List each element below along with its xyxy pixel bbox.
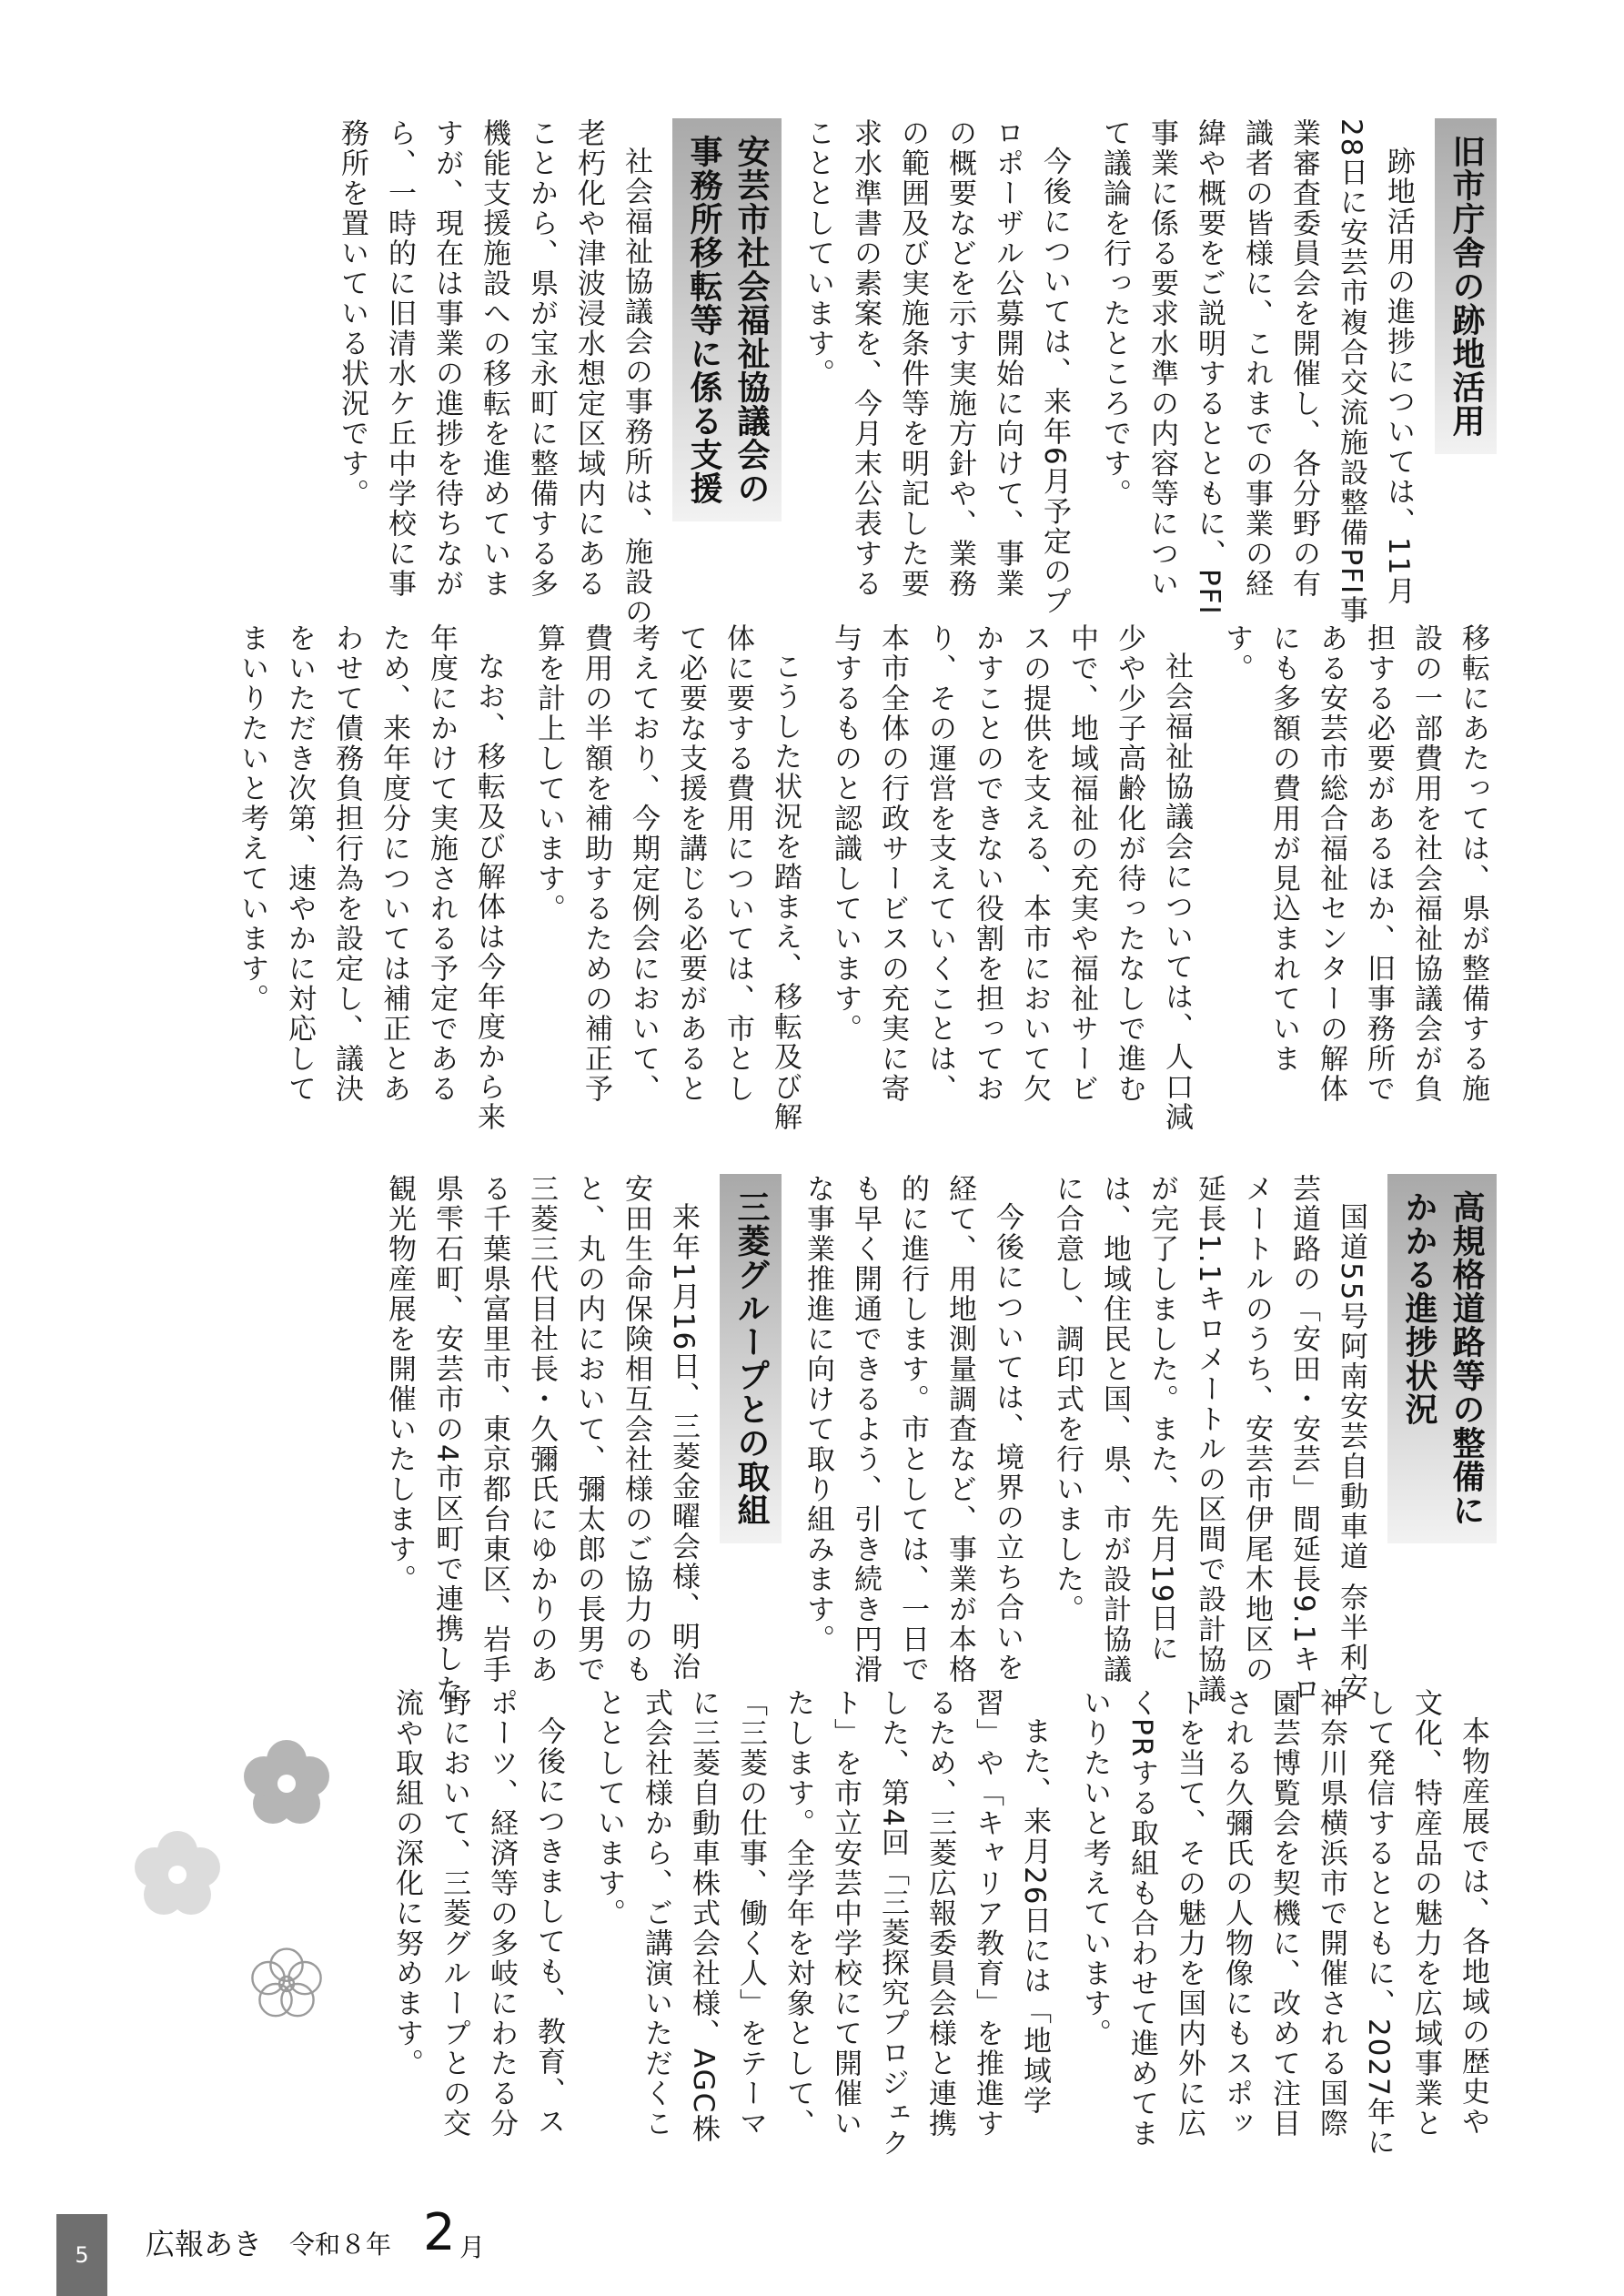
article-paragraph: 本物産展では、各地域の歴史や文化、特産品の魅力を広域事業として発信するとともに、2027年に神奈川県横浜市で開催される国際園芸博覧会を契機に、改めて注目される久彌氏の人物像にもスポットを当て、その魅力を国内外に広くPRする取組も合わせて進めてまいりたいと考えています。 xyxy=(1078,1688,1489,2158)
article-heading xyxy=(672,118,782,521)
article-paragraph: こうした状況を踏まえ、移転及び解体に要する費用については、市として必要な支援を講じる必要があると考えており、今期定例会において、費用の半額を補助するための補正予算を計上しています。 xyxy=(532,623,802,1132)
plum-blossom-icon xyxy=(135,1831,220,1915)
heading-line: 安芸市社会福祉協議会の xyxy=(732,135,770,505)
band-4 xyxy=(382,1688,1497,2180)
band-3 xyxy=(127,1174,1497,1729)
article-paragraph: 今後につきましても、教育、スポーツ、経済等の多岐にわたる分野において、三菱グループとの交流や取組の深化に努めます。 xyxy=(390,1688,565,2139)
article-paragraph: 国道55号阿南安芸自動車道 奈半利安芸道路の「安田・安芸」間延長9.1キロメートルのうち、安芸市伊尾木地区の延長1.1キロメートルの区間で設計協議が完了しました。また、先月19日には、地域住民と国、県、市が設計協議に合意し、調印式を行いました。 xyxy=(1051,1174,1367,1705)
band-2 xyxy=(127,623,1497,1169)
article-paragraph: 今後については、来年6月予定のプロポーザル公募開始に向けて、事業の概要などを示す実施方針や、業務の範囲及び実施条件等を明記した要求水準書の素案を、今月末公表することとしています。 xyxy=(802,118,1071,617)
heading-line: かかる進捗状況 xyxy=(1400,1190,1437,1426)
article-heading: 三菱グループとの取組 xyxy=(720,1174,782,1543)
article-paragraph: 社会福祉協議会の事務所は、施設の老朽化や津波浸水想定区域内にあることから、県が宝永町に整備する多機能支援施設への移転を進めていますが、現在は事業の進捗を待ちながら、一時的に旧清水ケ丘中学校に事務所を置いている状況です。 xyxy=(336,118,652,627)
article-paragraph: 社会福祉協議会については、人口減少や少子高齢化が待ったなしで進む中で、地域福祉の充実や福祉サービスの提供を支える、本市において欠かすことのできない役割を担っており、その運営を支えていくことは、本市全体の行政サービスの充実に寄与するものと認識しています。 xyxy=(829,623,1193,1132)
publication-title: 広報あき xyxy=(146,2228,263,2261)
article-paragraph: 来年1月16日、三菱金曜会様、明治安田生命保険相互会社様のご協力のもと、丸の内において、彌太郎の長男で三菱三代目社長・久彌氏にゆかりのある千葉県富里市、東京都台東区、岩手県雫石町、安芸市の4市区町で連携した観光物産展を開催いたします。 xyxy=(383,1174,700,1704)
page-footer xyxy=(0,2178,1624,2296)
issue-era: 令和８年 xyxy=(289,2230,392,2260)
article-paragraph: なお、移転及び解体は今年度から来年度にかけて実施される予定であるため、来年度分については補正とあわせて債務負担行為を設定し、議決をいただき次第、速やかに対応してまいりたいと考えています。 xyxy=(236,623,505,1132)
article-heading: 旧市庁舎の跡地活用 xyxy=(1435,118,1497,454)
page-number: 5 xyxy=(56,2214,107,2296)
plum-blossom-icon xyxy=(252,1949,320,2017)
article-paragraph: また、来月26日には「地域学習」や「キャリア教育」を推進するため、三菱広報委員会様と連携した、第4回「三菱探究プロジェクト」を市立安芸中学校にて開催いたします。全学年を対象として、「三菱の仕事、働く人」をテーマに三菱自動車株式会社様、AGC株式会社様から、ご講演いただくこととしています。 xyxy=(592,1688,1051,2159)
heading-line: 事務所移転等に係る支援 xyxy=(685,135,722,505)
article-paragraph: 今後については、境界の立ち合いを経て、用地測量調査など、事業が本格的に進行します。市としては、一日でも早く開通できるよう、引き続き円滑な事業推進に向けて取り組みます。 xyxy=(802,1174,1024,1684)
heading-line: 高規格道路等の整備に xyxy=(1447,1190,1485,1527)
issue-month: 2 xyxy=(423,2203,456,2262)
article-paragraph: 移転にあたっては、県が整備する施設の一部費用を社会福祉協議会が負担する必要があるほか、旧事務所である安芸市総合福祉センターの解体にも多額の費用が見込まれています。 xyxy=(1220,623,1489,1104)
article-paragraph: 跡地活用の進捗については、11月28日に安芸市複合交流施設整備PFI事業審査委員会を開催し、各分野の有識者の皆様に、これまでの事業の経緯や概要をご説明するとともに、PFI事業に係る要求水準の内容等について議論を行ったところです。 xyxy=(1098,118,1415,626)
issue-month-unit: 月 xyxy=(459,2232,486,2262)
plum-blossom-icon xyxy=(244,1740,329,1824)
article-heading xyxy=(1387,1174,1497,1543)
band-1 xyxy=(127,118,1497,627)
plum-blossom-decoration xyxy=(114,1720,350,2038)
